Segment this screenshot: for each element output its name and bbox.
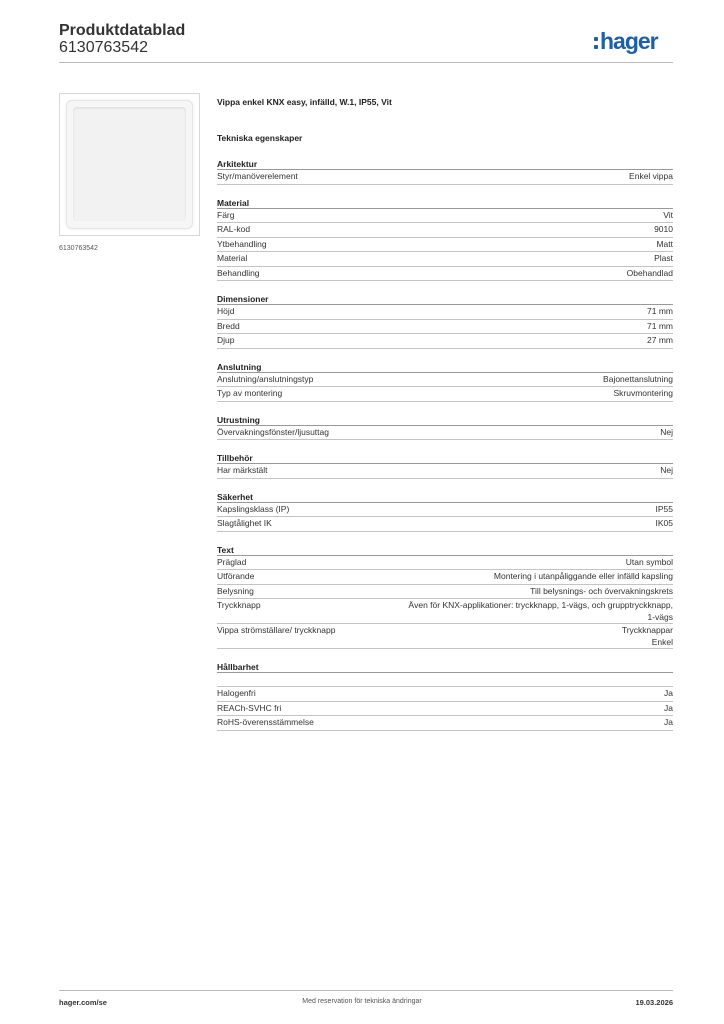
spec-label: Övervakningsfönster/ljusuttag [217,426,329,437]
hager-logo [594,28,658,54]
spec-label: Kapslingsklass (IP) [217,503,290,514]
spec-row [217,209,673,224]
spec-label: Präglad [217,556,247,567]
header-divider [59,62,673,63]
footer-date: 19.03.2026 [635,998,673,1007]
spec-label: Djup [217,335,235,345]
spec-label: Tryckknapp [217,600,261,610]
spec-value: 9010 [654,224,673,234]
spec-value-line: Även för KNX-applikationer: tryckknapp, 1-vägs, och grupptryckknapp, [408,600,673,610]
spec-row [217,464,673,479]
spec-section [217,661,673,731]
spec-value: IP55 [655,503,673,514]
spec-section [217,491,673,532]
spec-row [217,373,673,388]
spec-row [217,585,673,600]
image-caption: 6130763542 [59,245,98,252]
spec-value: Skruvmontering [613,388,673,398]
spec-value: Nej [660,426,673,437]
spec-value: Ja [664,688,673,698]
spec-row [217,387,673,402]
spec-row [217,238,673,253]
footer-divider [59,990,673,991]
spec-row [217,305,673,320]
product-description: Vippa enkel KNX easy, infälld, W.1, IP55, Vit [217,97,392,107]
spec-label: Vippa strömställare/ tryckknapp [217,625,336,635]
spec-value: Montering i utanpåliggande eller infälld kapsling [493,571,673,581]
spec-content [217,96,673,731]
spec-label: Material [217,253,248,263]
logo-dots-icon [594,37,598,49]
spec-value-line: Tryckknappar [621,625,673,635]
spec-row [217,687,673,702]
section-title: Anslutning [217,361,673,373]
section-title: Text [217,544,673,556]
spec-section [217,452,673,479]
spec-value: Matt [656,238,673,249]
spec-row [217,426,673,441]
spec-value-line: Enkel [651,636,673,647]
spec-sections [217,158,673,731]
spec-label: RoHS-överensstämmelse [217,717,314,727]
spec-row [217,503,673,518]
spec-value: Ja [664,717,673,727]
tech-heading: Tekniska egenskaper [217,133,303,143]
spec-value: Till belysnings- och övervakningskrets [530,585,673,596]
spec-value: Obehandlad [626,267,673,278]
spec-row [217,252,673,267]
spec-row [217,624,673,649]
spec-section [217,544,673,650]
section-spacer [217,673,673,687]
spec-label: Ytbehandling [217,238,267,249]
spec-value: Nej [660,465,673,475]
spec-value: Enkel vippa [629,171,673,181]
spec-label: Slagtålighet IK [217,518,272,528]
spec-value: Vit [663,209,673,220]
product-image [59,93,200,236]
spec-label: Höjd [217,306,235,316]
spec-row [217,570,673,585]
section-title: Tillbehör [217,452,673,464]
spec-section [217,414,673,441]
spec-section [217,197,673,282]
spec-row [217,556,673,571]
section-title: Hållbarhet [217,661,673,673]
section-title: Utrustning [217,414,673,426]
spec-value: 27 mm [647,335,673,345]
spec-value [612,625,673,648]
product-number: 6130763542 [59,39,148,56]
spec-label: Utförande [217,571,255,581]
spec-value: Utan symbol [625,556,673,567]
spec-label: Typ av montering [217,388,283,398]
spec-row [217,170,673,185]
footer-website: hager.com/se [59,998,107,1007]
spec-row [217,334,673,349]
spec-row [217,716,673,731]
spec-value: 71 mm [647,320,673,331]
spec-label: Anslutning/anslutningstyp [217,373,314,384]
spec-value: 71 mm [647,306,673,316]
spec-label: Halogenfri [217,688,256,698]
section-title: Arkitektur [217,158,673,170]
spec-value: Bajonettanslutning [603,373,673,384]
footer-disclaimer: Med reservation för tekniska ändringar [302,998,422,1005]
spec-label: RAL-kod [217,224,251,234]
switch-plate-icon [66,100,193,229]
spec-label: Bredd [217,320,240,331]
spec-section [217,158,673,185]
section-title: Dimensioner [217,293,673,305]
spec-row [217,320,673,335]
spec-value-line: 1-vägs [647,611,673,622]
section-title: Material [217,197,673,209]
spec-label: REACh-SVHC fri [217,702,282,713]
spec-section [217,361,673,402]
spec-row [217,702,673,717]
section-title: Säkerhet [217,491,673,503]
spec-value: Plast [654,253,673,263]
spec-label: Styr/manöverelement [217,171,298,181]
spec-value: IK05 [655,518,673,528]
spec-row [217,223,673,238]
document-title: Produktdatablad [59,22,186,39]
spec-label: Färg [217,209,235,220]
spec-value: Ja [664,702,673,713]
spec-value [398,600,673,623]
spec-section [217,293,673,349]
spec-row [217,599,673,624]
spec-row [217,267,673,282]
spec-label: Behandling [217,267,260,278]
switch-rocker [73,107,186,221]
spec-label: Har märkstält [217,465,268,475]
spec-row [217,517,673,532]
spec-label: Belysning [217,585,254,596]
logo-text: hager [600,28,658,54]
